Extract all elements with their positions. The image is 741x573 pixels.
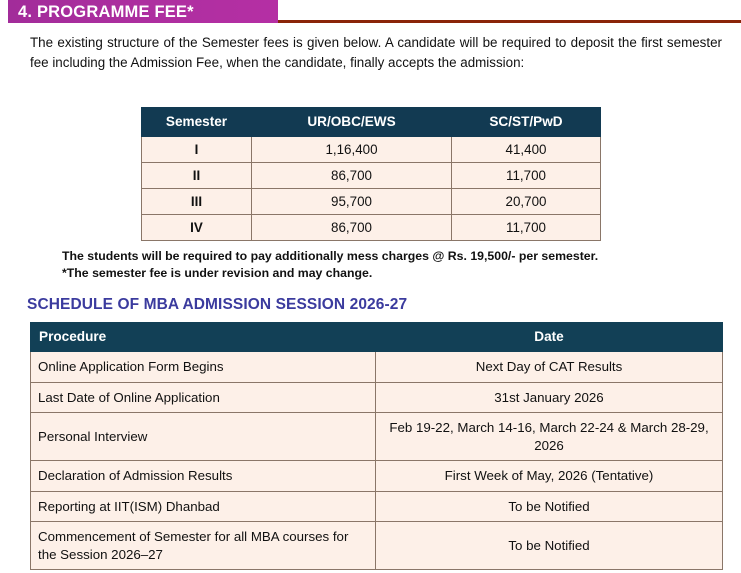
table-row (142, 189, 601, 215)
fee-cell-sc: 20,700 (452, 189, 601, 215)
section-header-rule (278, 20, 741, 23)
table-row (31, 461, 723, 492)
schedule-cell-procedure: Declaration of Admission Results (31, 461, 376, 492)
fee-note-mess-charges: The students will be required to pay additionally mess charges @ Rs. 19,500/- per semester. (62, 249, 599, 263)
fee-cell-ur: 86,700 (252, 215, 452, 241)
table-row (31, 352, 723, 383)
table-row (31, 382, 723, 413)
page-title: 4. PROGRAMME FEE* (18, 3, 194, 21)
fee-table (141, 107, 601, 241)
fee-cell-semester: IV (142, 215, 252, 241)
table-row (142, 163, 601, 189)
fee-col-header-ur-obc-ews: UR/OBC/EWS (252, 108, 452, 137)
fee-cell-semester: II (142, 163, 252, 189)
fee-cell-semester: III (142, 189, 252, 215)
schedule-table (30, 322, 723, 570)
fee-cell-ur: 86,700 (252, 163, 452, 189)
schedule-cell-date: 31st January 2026 (376, 382, 723, 413)
schedule-cell-date: First Week of May, 2026 (Tentative) (376, 461, 723, 492)
fee-note-revision: *The semester fee is under revision and may change. (62, 266, 373, 280)
schedule-cell-procedure: Online Application Form Begins (31, 352, 376, 383)
schedule-cell-procedure: Commencement of Semester for all MBA courses for the Session 2026–27 (31, 522, 376, 570)
schedule-cell-procedure: Last Date of Online Application (31, 382, 376, 413)
fee-cell-sc: 11,700 (452, 215, 601, 241)
fee-cell-ur: 1,16,400 (252, 137, 452, 163)
schedule-cell-date: Next Day of CAT Results (376, 352, 723, 383)
schedule-heading: SCHEDULE OF MBA ADMISSION SESSION 2026-27 (27, 296, 408, 313)
intro-paragraph: The existing structure of the Semester fees is given below. A candidate will be required to deposit the first semester fee including the Admission Fee, when the candidate, finally accepts the admission: (30, 35, 722, 70)
fee-col-header-sc-st-pwd: SC/ST/PwD (452, 108, 601, 137)
table-row (31, 413, 723, 461)
section-header (0, 0, 741, 24)
fee-cell-sc: 41,400 (452, 137, 601, 163)
table-row (142, 137, 601, 163)
table-row (31, 491, 723, 522)
fee-notes (62, 248, 598, 282)
fee-cell-semester: I (142, 137, 252, 163)
schedule-cell-date: Feb 19-22, March 14-16, March 22-24 & March 28-29, 2026 (376, 413, 723, 461)
fee-col-header-semester: Semester (142, 108, 252, 137)
schedule-cell-procedure: Personal Interview (31, 413, 376, 461)
table-row (31, 522, 723, 570)
schedule-cell-date: To be Notified (376, 522, 723, 570)
table-row (142, 215, 601, 241)
fee-cell-sc: 11,700 (452, 163, 601, 189)
schedule-col-header-procedure: Procedure (31, 323, 376, 352)
schedule-table-header-row (31, 323, 723, 352)
fee-table-header-row (142, 108, 601, 137)
schedule-cell-date: To be Notified (376, 491, 723, 522)
fee-cell-ur: 95,700 (252, 189, 452, 215)
schedule-col-header-date: Date (376, 323, 723, 352)
schedule-cell-procedure: Reporting at IIT(ISM) Dhanbad (31, 491, 376, 522)
